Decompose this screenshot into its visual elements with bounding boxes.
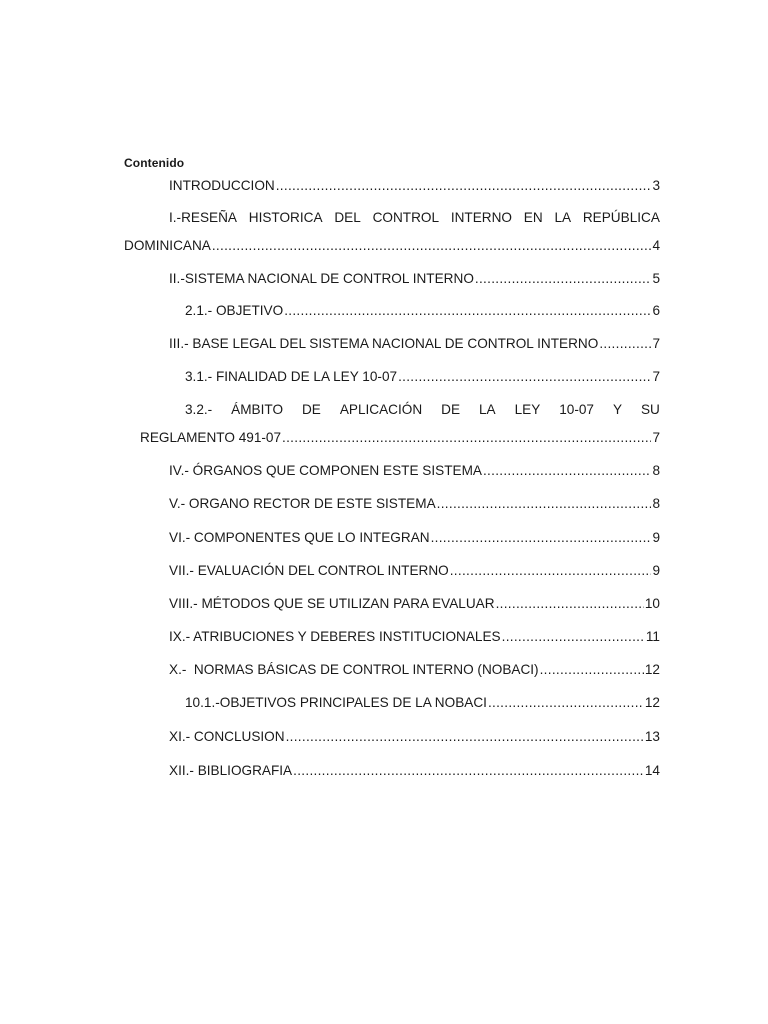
toc-entry-label: IV.- ÓRGANOS QUE COMPONEN ESTE SISTEMA [169,463,482,478]
toc-word: 3.2.- [185,402,213,417]
toc-entry-normas-basicas[interactable] [169,662,660,678]
toc-leader-dots [502,629,645,645]
toc-word: INTERNO [450,210,512,225]
toc-word: Y [612,402,623,417]
toc-entry-page: 4 [652,238,660,253]
toc-entry-label: X.- NORMAS BÁSICAS DE CONTROL INTERNO (NOBACI) [169,662,539,677]
toc-word: ÁMBITO [231,402,284,417]
toc-entry-page: 9 [652,530,660,545]
toc-entry-metodos[interactable] [169,596,660,612]
toc-entry-label: XII.- BIBLIOGRAFIA [169,763,293,778]
toc-word: LA [478,402,496,417]
toc-entry-label: II.-SISTEMA NACIONAL DE CONTROL INTERNO [169,271,474,286]
toc-entry-componentes[interactable] [169,530,660,546]
toc-entry-introduccion[interactable] [169,178,660,194]
toc-entry-page: 8 [652,463,660,478]
toc-leader-dots [398,369,651,385]
toc-entry-organos[interactable] [169,463,660,479]
toc-leader-dots [284,303,651,319]
toc-word: DE [441,402,461,417]
toc-entry-label: VIII.- MÉTODOS QUE SE UTILIZAN PARA EVALUAR [169,596,495,611]
toc-entry-label: REGLAMENTO 491-07 [140,430,282,445]
toc-leader-dots [540,662,644,678]
toc-entry-page: 13 [644,729,660,744]
toc-leader-dots [450,563,652,579]
toc-leader-dots [475,271,652,287]
toc-word: HISTORICA [248,210,323,225]
toc-entry-base-legal[interactable] [169,336,660,352]
toc-word: 10-07 [559,402,594,417]
toc-entry-page: 6 [652,303,660,318]
toc-entry-label: 3.1.- FINALIDAD DE LA LEY 10-07 [185,369,398,384]
toc-leader-dots [212,238,652,254]
toc-entry-ambito-line2[interactable] [140,430,660,446]
toc-word: EN [523,210,543,225]
toc-word: REPÚBLICA [582,210,660,225]
toc-leader-dots [286,729,644,745]
toc-entry-label: III.- BASE LEGAL DEL SISTEMA NACIONAL DE CONTROL INTERNO [169,336,599,351]
toc-entry-page: 12 [644,695,660,710]
toc-entry-page: 7 [652,336,660,351]
toc-entry-page: 7 [652,369,660,384]
toc-word: CONTROL [372,210,440,225]
toc-entry-evaluacion[interactable] [169,563,660,579]
toc-entry-label: 2.1.- OBJETIVO [185,303,284,318]
toc-word: LA [554,210,572,225]
toc-entry-bibliografia[interactable] [169,763,660,779]
toc-entry-label: XI.- CONCLUSION [169,729,285,744]
toc-leader-dots [431,530,652,546]
toc-entry-label: VI.- COMPONENTES QUE LO INTEGRAN [169,530,430,545]
toc-word: LEY [514,402,541,417]
toc-entry-page: 5 [652,271,660,286]
toc-leader-dots [483,463,651,479]
toc-entry-objetivos-nobaci[interactable] [185,695,660,711]
toc-heading: Contenido [124,156,185,170]
toc-leader-dots [282,430,651,446]
toc-word: APLICACIÓN [339,402,423,417]
toc-entry-atribuciones[interactable] [169,629,660,645]
toc-entry-finalidad[interactable] [185,369,660,385]
toc-entry-label: INTRODUCCION [169,178,275,193]
toc-word: DE [301,402,321,417]
toc-entry-label: DOMINICANA [124,238,211,253]
toc-entry-page: 7 [652,430,660,445]
toc-entry-page: 8 [652,496,660,511]
toc-entry-page: 10 [644,596,660,611]
toc-entry-page: 14 [644,763,660,778]
toc-entry-resena-line2[interactable] [124,238,660,254]
toc-leader-dots [488,695,644,711]
toc-entry-conclusion[interactable] [169,729,660,745]
toc-leader-dots [293,763,644,779]
toc-leader-dots [276,178,652,194]
toc-entry-sistema-nacional[interactable] [169,271,660,287]
toc-leader-dots [496,596,644,612]
toc-word: DEL [334,210,361,225]
toc-entry-organo-rector[interactable] [169,496,660,512]
toc-entry-page: 12 [644,662,660,677]
toc-leader-dots [437,496,652,512]
toc-entry-label: V.- ORGANO RECTOR DE ESTE SISTEMA [169,496,436,511]
toc-entry-page: 3 [652,178,660,193]
toc-entry-label: IX.- ATRIBUCIONES Y DEBERES INSTITUCIONALES [169,629,501,644]
toc-entry-label: VII.- EVALUACIÓN DEL CONTROL INTERNO [169,563,449,578]
toc-entry-objetivo[interactable] [185,303,660,319]
toc-entry-resena-line1[interactable] [169,210,660,226]
toc-entry-page: 11 [645,629,660,644]
toc-word: I.-RESEÑA [169,210,237,225]
toc-leader-dots [599,336,651,352]
toc-word: SU [640,402,660,417]
toc-entry-label: 10.1.-OBJETIVOS PRINCIPALES DE LA NOBACI [185,695,487,710]
toc-entry-ambito-line1[interactable] [185,402,660,418]
toc-entry-page: 9 [652,563,660,578]
